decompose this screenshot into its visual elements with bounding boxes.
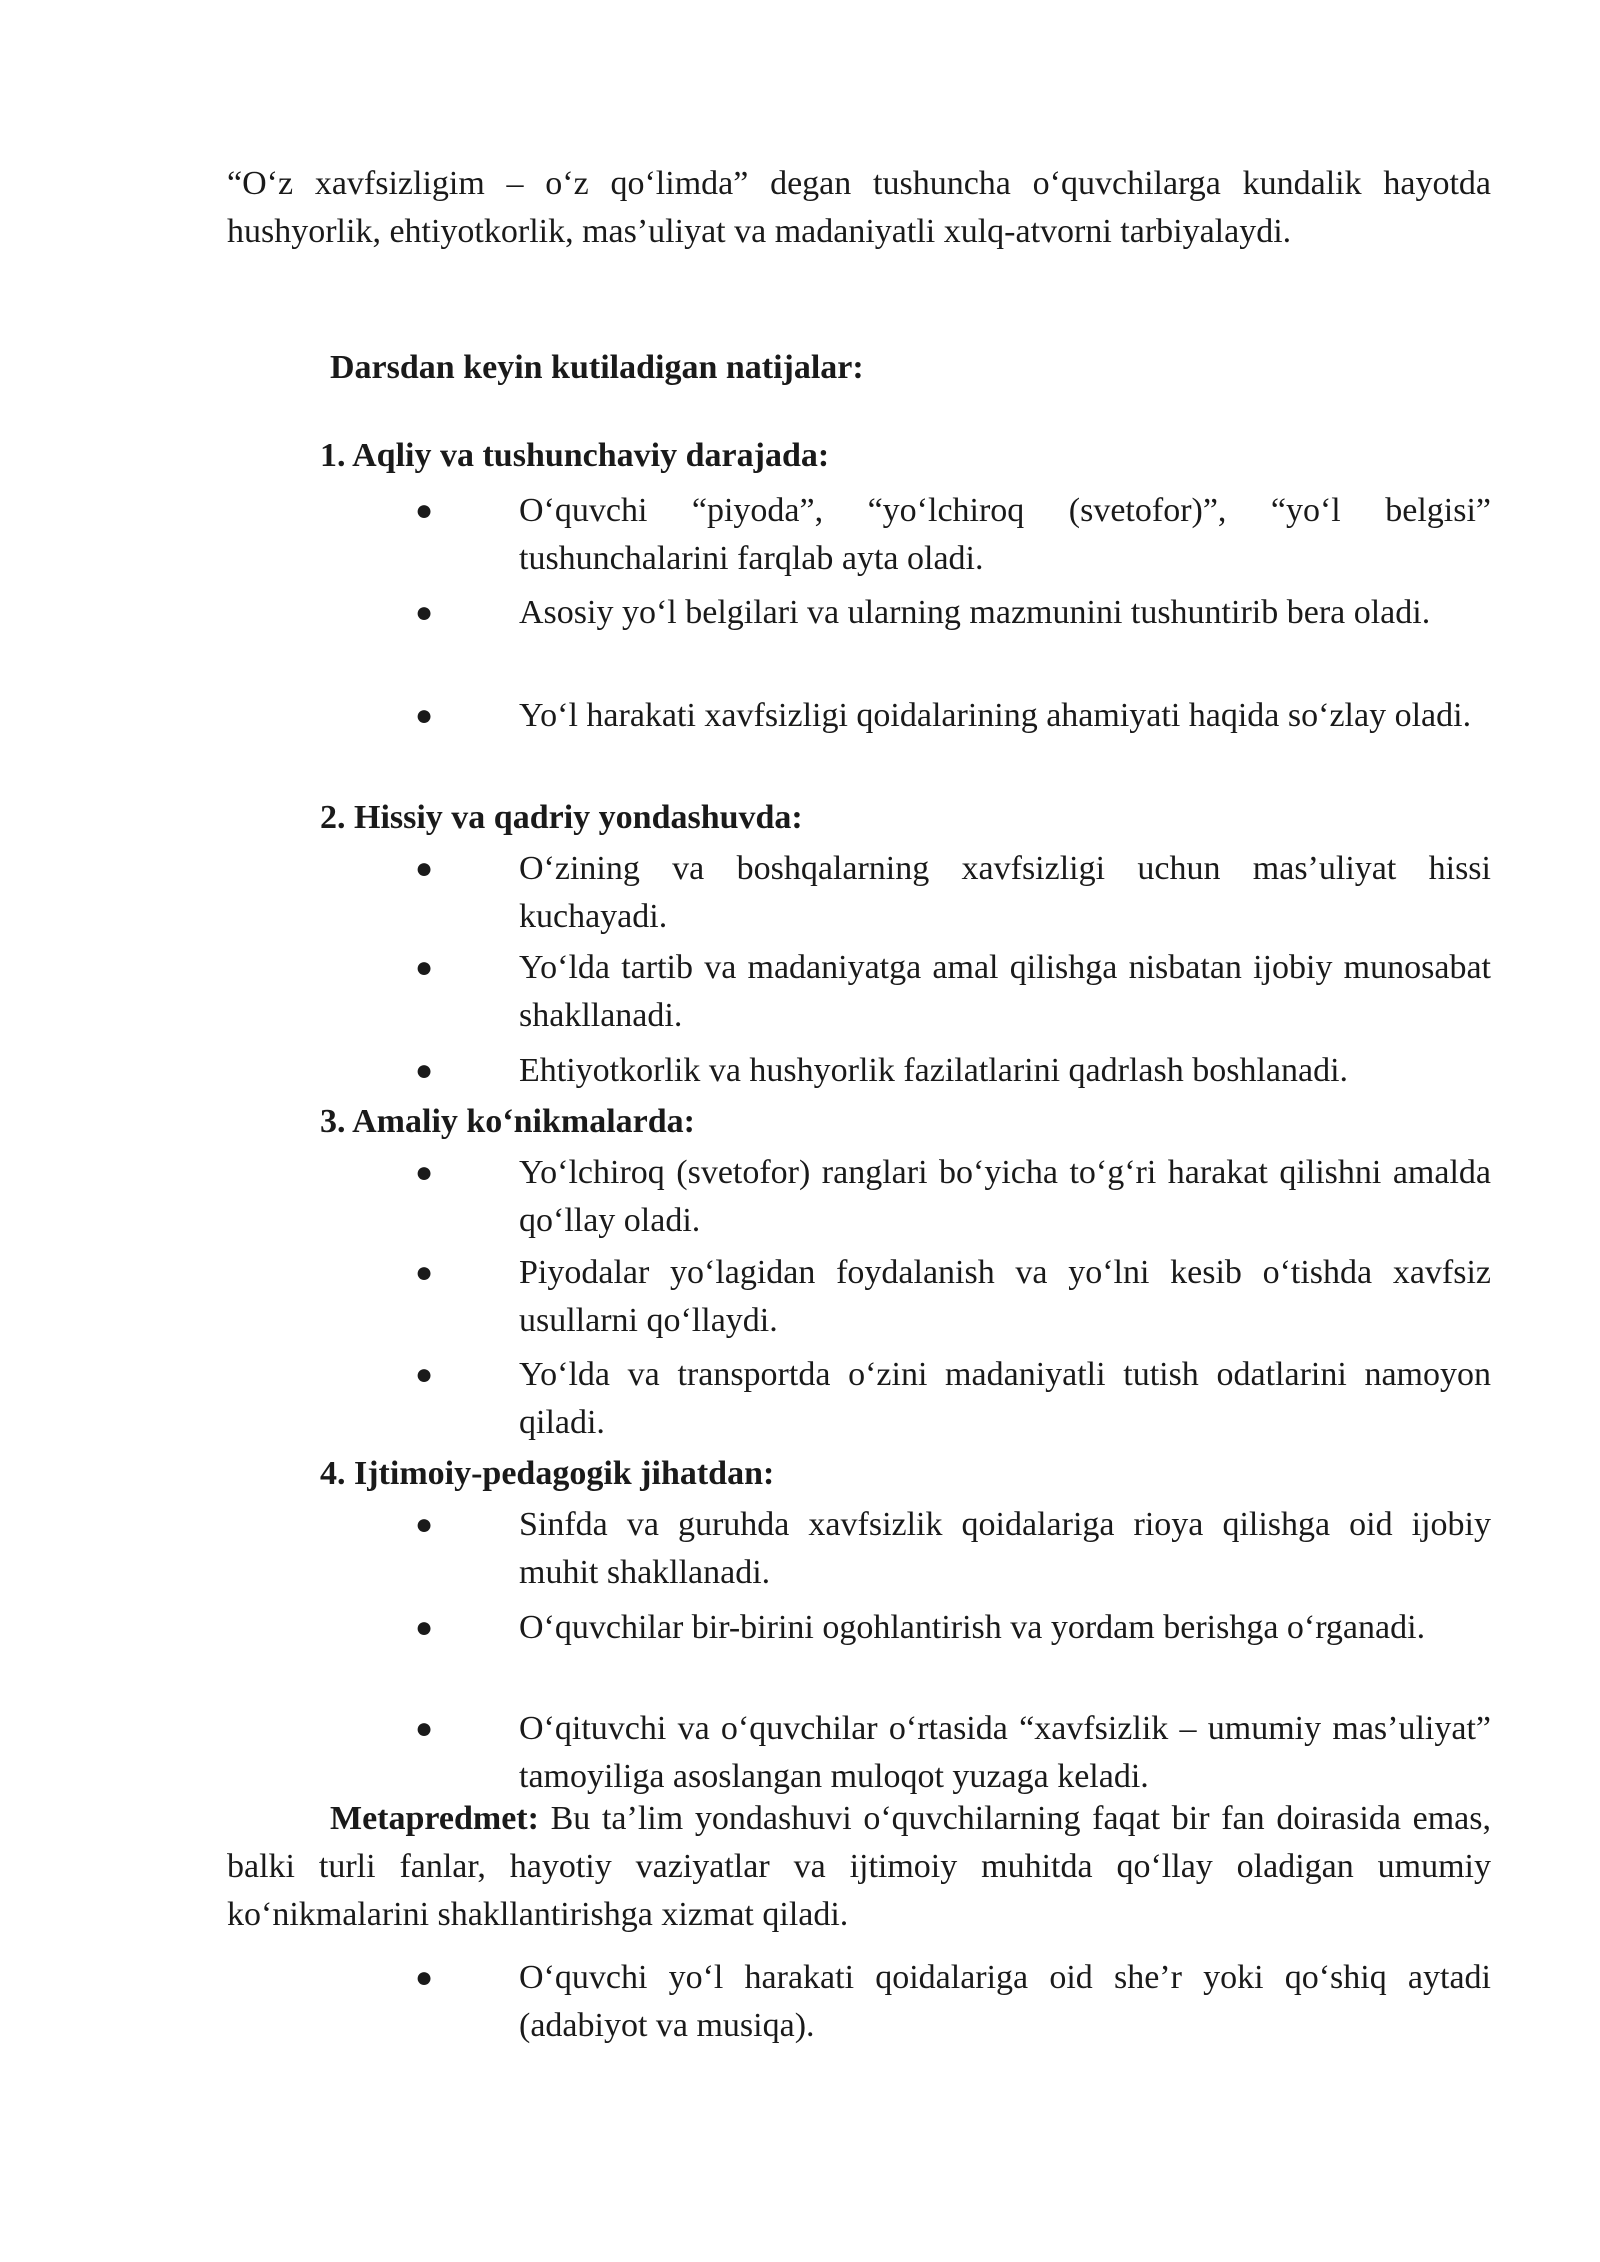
- list-item: [323, 1954, 1491, 2050]
- list-item-text: Piyodalar yo‘lagidan foydalanish va yo‘lni kesib o‘tishda xavfsiz usullarni qo‘llaydi.: [519, 1254, 1491, 1339]
- list-item: [323, 692, 1491, 740]
- bullet-icon: ●: [415, 1712, 434, 1745]
- list-item: [323, 589, 1491, 637]
- list-item-text: O‘zining va boshqalarning xavfsizligi uchun mas’uliyat hissi kuchayadi.: [519, 850, 1491, 935]
- bullet-icon: ●: [415, 1508, 434, 1541]
- bullet-icon: ●: [415, 1256, 434, 1289]
- list-item-text: O‘qituvchi va o‘quvchilar o‘rtasida “xavfsizlik – umumiy mas’uliyat” tamoyiliga asoslangan muloqot yuzaga keladi.: [519, 1710, 1491, 1795]
- bullet-icon: ●: [415, 494, 434, 527]
- list-item: [323, 1501, 1491, 1597]
- list-item: [323, 845, 1491, 941]
- list-item: [323, 1604, 1491, 1652]
- list-item: [323, 487, 1491, 583]
- list-item-text: Yo‘lchiroq (svetofor) ranglari bo‘yicha to‘g‘ri harakat qilishni amalda qo‘llay oladi.: [519, 1154, 1491, 1239]
- bullet-icon: ●: [415, 1611, 434, 1644]
- list-item: [323, 1705, 1491, 1801]
- outcomes-heading: Darsdan keyin kutiladigan natijalar:: [330, 349, 864, 386]
- list-item-text: Sinfda va guruhda xavfsizlik qoidalariga rioya qilishga oid ijobiy muhit shakllanadi.: [519, 1506, 1491, 1591]
- list-item-text: O‘quvchi “piyoda”, “yo‘lchiroq (svetofor)”, “yo‘l belgisi” tushunchalarini farqlab ayta oladi.: [519, 492, 1491, 577]
- list-item-text: Yo‘lda tartib va madaniyatga amal qilishga nisbatan ijobiy munosabat shakllanadi.: [519, 949, 1491, 1034]
- bullet-icon: ●: [415, 596, 434, 629]
- metapredmet-paragraph: [227, 1795, 1491, 1939]
- section-3-title: 3. Amaliy ko‘nikmalarda:: [320, 1103, 695, 1140]
- bullet-icon: ●: [415, 1961, 434, 1994]
- list-item-text: Ehtiyotkorlik va hushyorlik fazilatlarini qadrlash boshlanadi.: [519, 1052, 1349, 1089]
- list-item: [323, 1351, 1491, 1447]
- list-item: [323, 1249, 1491, 1345]
- list-item: [323, 944, 1491, 1040]
- list-item: [323, 1047, 1491, 1095]
- bullet-icon: ●: [415, 951, 434, 984]
- bullet-icon: ●: [415, 1054, 434, 1087]
- bullet-icon: ●: [415, 699, 434, 732]
- intro-paragraph: “O‘z xavfsizligim – o‘z qo‘limda” degan tushuncha o‘quvchilarga kundalik hayotda hushyorlik, ehtiyotkorlik, mas’uliyat va madaniyatli xulq-atvorni tarbiyalaydi.: [227, 165, 1491, 250]
- list-item: [323, 1149, 1491, 1245]
- list-item-text: Asosiy yo‘l belgilari va ularning mazmunini tushuntirib bera oladi.: [519, 594, 1431, 631]
- section-1-title: 1. Aqliy va tushunchaviy darajada:: [320, 437, 830, 474]
- list-item-text: Yo‘lda va transportda o‘zini madaniyatli tutish odatlarini namoyon qiladi.: [519, 1356, 1491, 1441]
- section-2-title: 2. Hissiy va qadriy yondashuvda:: [320, 799, 803, 836]
- list-item-text: O‘quvchi yo‘l harakati qoidalariga oid she’r yoki qo‘shiq aytadi (adabiyot va musiqa).: [519, 1959, 1491, 2044]
- metapredmet-text: Bu ta’lim yondashuvi o‘quvchilarning faqat bir fan doirasida emas, balki turli fanlar, hayotiy vaziyatlar va ijtimoiy muhitda qo‘llay oladigan umumiy ko‘nikmalarini shakllantirishga xizmat qiladi.: [227, 1800, 1491, 1933]
- bullet-icon: ●: [415, 852, 434, 885]
- list-item-text: Yo‘l harakati xavfsizligi qoidalarining ahamiyati haqida so‘zlay oladi.: [519, 697, 1472, 734]
- bullet-icon: ●: [415, 1156, 434, 1189]
- bullet-icon: ●: [415, 1358, 434, 1391]
- list-item-text: O‘quvchilar bir-birini ogohlantirish va yordam berishga o‘rganadi.: [519, 1609, 1426, 1646]
- section-4-title: 4. Ijtimoiy-pedagogik jihatdan:: [320, 1455, 775, 1492]
- metapredmet-label: Metapredmet:: [330, 1800, 539, 1837]
